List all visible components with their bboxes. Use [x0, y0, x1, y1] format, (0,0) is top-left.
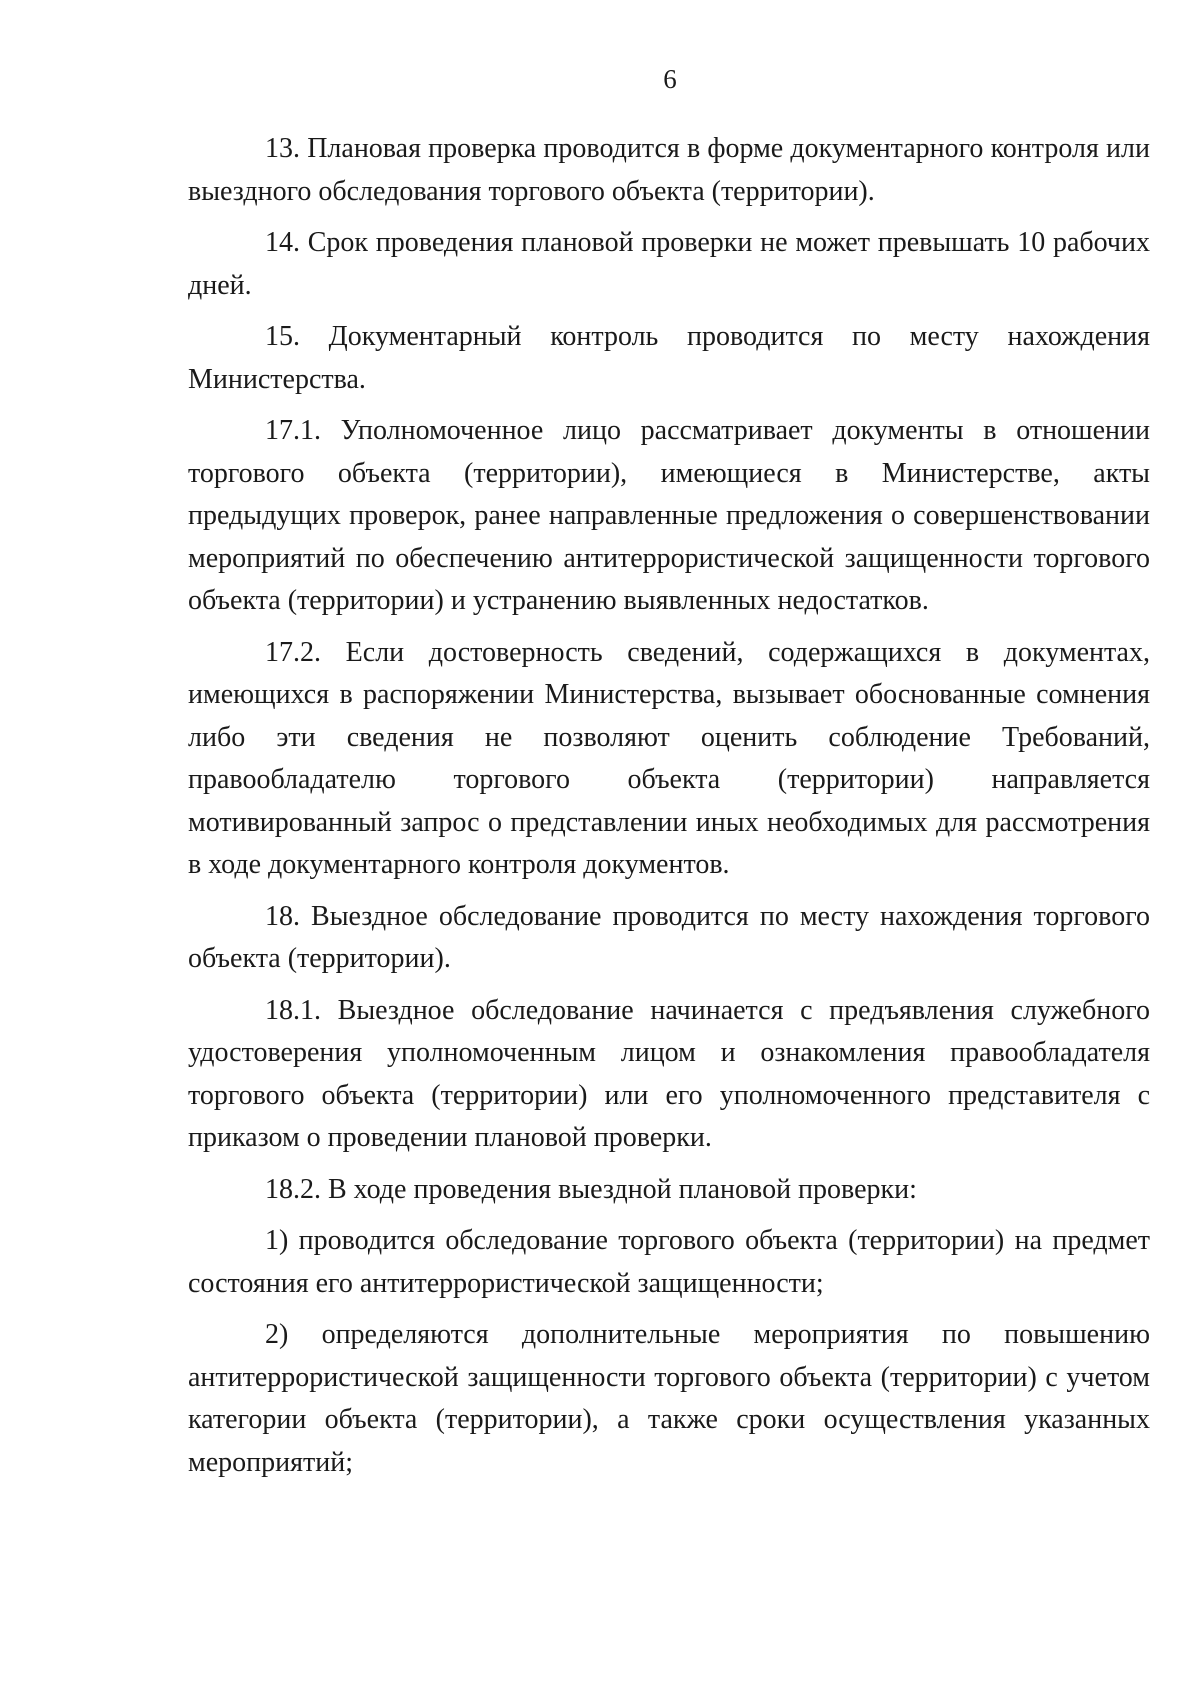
paragraph-15: 15. Документарный контроль проводится по месту нахождения Министерства.: [188, 321, 1150, 395]
document-body: [188, 128, 1150, 1484]
paragraph-17-2: 17.2. Если достоверность сведений, содержащихся в документах, имеющихся в распоряжении Министерства, вызывает обоснованные сомнения либо эти сведения не позволяют оценить соблюдение Требований, правообладателю торгового объекта (территории) направляется мотивированный запрос о представлении иных необходимых для рассмотрения в ходе документарного контроля документов.: [188, 636, 1150, 880]
page-number: 6: [663, 64, 677, 94]
paragraph-18: 18. Выездное обследование проводится по месту нахождения торгового объекта (территории).: [188, 900, 1150, 974]
paragraph-18-1: 18.1. Выездное обследование начинается с предъявления служебного удостоверения уполномоченным лицом и ознакомления правообладателя торгового объекта (территории) или его уполномоченного представителя с приказом о проведении плановой проверки.: [188, 994, 1150, 1153]
paragraph-18-2: 18.2. В ходе проведения выездной плановой проверки:: [265, 1173, 917, 1205]
list-item-1: 1) проводится обследование торгового объекта (территории) на предмет состояния его антитеррористической защищенности;: [188, 1225, 1150, 1299]
paragraph-13: 13. Плановая проверка проводится в форме документарного контроля или выездного обследования торгового объекта (территории).: [188, 133, 1150, 207]
paragraph-17-1: 17.1. Уполномоченное лицо рассматривает документы в отношении торгового объекта (территории), имеющиеся в Министерстве, акты предыдущих проверок, ранее направленные предложения о совершенствовании мероприятий по обеспечению антитеррористической защищенности торгового объекта (территории) и устранению выявленных недостатков.: [188, 415, 1150, 616]
list-item-2: 2) определяются дополнительные мероприятия по повышению антитеррористической защищенности торгового объекта (территории) с учетом категории объекта (территории), а также сроки осуществления указанных мероприятий;: [188, 1319, 1150, 1478]
paragraph-14: 14. Срок проведения плановой проверки не может превышать 10 рабочих дней.: [188, 227, 1150, 301]
